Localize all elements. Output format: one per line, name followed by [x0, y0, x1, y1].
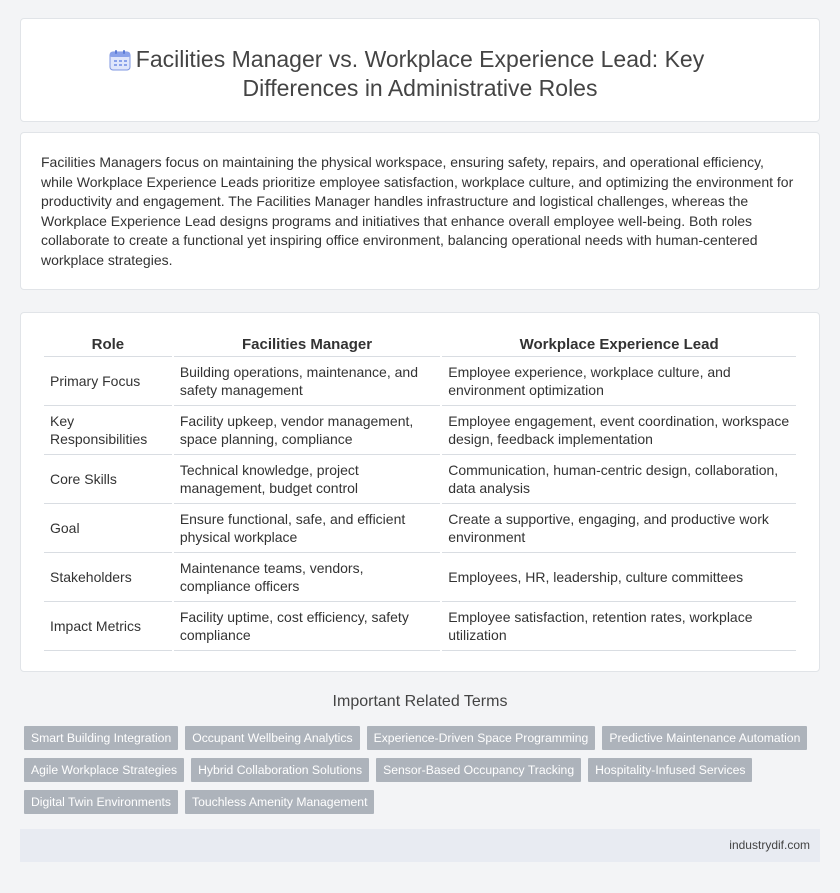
related-term-tag[interactable]: Digital Twin Environments	[24, 790, 178, 814]
related-term-tag[interactable]: Experience-Driven Space Programming	[367, 726, 596, 750]
related-term-tag[interactable]: Hybrid Collaboration Solutions	[191, 758, 369, 782]
workplace-experience-lead-cell: Employee engagement, event coordination, workspace design, feedback implementation	[442, 406, 796, 455]
related-terms-heading: Important Related Terms	[332, 693, 508, 710]
facilities-manager-cell: Maintenance teams, vendors, compliance officers	[174, 553, 440, 602]
workplace-experience-lead-cell: Employees, HR, leadership, culture committees	[442, 553, 796, 602]
related-term-tag[interactable]: Predictive Maintenance Automation	[602, 726, 807, 750]
row-label: Key Responsibilities	[44, 406, 172, 455]
row-label: Stakeholders	[44, 553, 172, 602]
related-term-tag[interactable]: Agile Workplace Strategies	[24, 758, 184, 782]
row-label: Core Skills	[44, 455, 172, 504]
facilities-manager-cell: Facility upkeep, vendor management, space planning, compliance	[174, 406, 440, 455]
table-row	[44, 406, 796, 455]
table-row	[44, 553, 796, 602]
table-header-row	[44, 335, 796, 357]
intro-card	[20, 132, 820, 290]
related-term-tag[interactable]: Sensor-Based Occupancy Tracking	[376, 758, 581, 782]
intro-paragraph: Facilities Managers focus on maintaining the physical workspace, ensuring safety, repairs, and operational efficiency, while Workplace Experience Leads prioritize employee satisfaction, workplace culture, and optimizing the environment for productivity and engagement. The Facilities Manager handles infrastructure and logistical challenges, whereas the Workplace Experience Lead designs programs and initiatives that enhance overall employee well-being. Both roles collaborate to create a functional yet inspiring office environment, balancing operational needs with human-centered workplace strategies.	[41, 154, 794, 268]
facilities-manager-cell: Ensure functional, safe, and efficient physical workplace	[174, 504, 440, 553]
related-term-tag[interactable]: Smart Building Integration	[24, 726, 178, 750]
workplace-experience-lead-cell: Employee satisfaction, retention rates, workplace utilization	[442, 602, 796, 651]
table-row	[44, 602, 796, 651]
footer	[20, 829, 820, 862]
page-title: Facilities Manager vs. Workplace Experience Lead: Key Differences in Administrative Roles	[135, 46, 705, 101]
related-term-tag[interactable]: Touchless Amenity Management	[185, 790, 374, 814]
table-row	[44, 357, 796, 406]
comparison-table	[42, 335, 798, 651]
header-workplace-experience-lead: Workplace Experience Lead	[442, 335, 796, 357]
related-term-tag[interactable]: Hospitality-Infused Services	[588, 758, 752, 782]
facilities-manager-cell: Facility uptime, cost efficiency, safety compliance	[174, 602, 440, 651]
row-label: Primary Focus	[44, 357, 172, 406]
facilities-manager-cell: Building operations, maintenance, and safety management	[174, 357, 440, 406]
related-terms-list	[24, 726, 814, 814]
workplace-experience-lead-cell: Create a supportive, engaging, and productive work environment	[442, 504, 796, 553]
comparison-card	[20, 312, 820, 672]
workplace-experience-lead-cell: Communication, human-centric design, collaboration, data analysis	[442, 455, 796, 504]
site-name[interactable]: industrydif.com	[729, 838, 810, 852]
header-facilities-manager: Facilities Manager	[174, 335, 440, 357]
table-row	[44, 504, 796, 553]
title-card	[20, 18, 820, 122]
row-label: Goal	[44, 504, 172, 553]
related-term-tag[interactable]: Occupant Wellbeing Analytics	[185, 726, 359, 750]
workplace-experience-lead-cell: Employee experience, workplace culture, and environment optimization	[442, 357, 796, 406]
row-label: Impact Metrics	[44, 602, 172, 651]
header-role: Role	[44, 335, 172, 357]
table-row	[44, 455, 796, 504]
facilities-manager-cell: Technical knowledge, project management, budget control	[174, 455, 440, 504]
